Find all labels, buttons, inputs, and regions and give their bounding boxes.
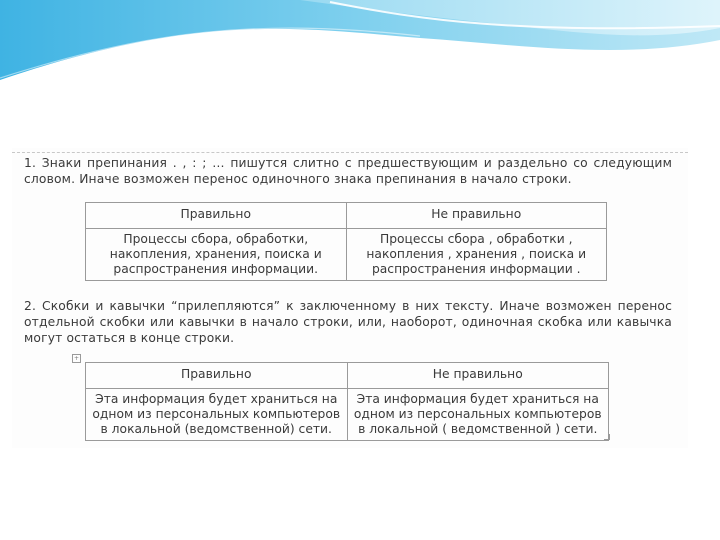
table1-header-incorrect: Не правильно <box>346 203 607 229</box>
table-resize-handle-icon[interactable] <box>604 434 610 440</box>
page-divider <box>12 152 688 153</box>
brackets-comparison-table <box>85 362 609 441</box>
table2-correct-example: Эта информация будет храниться на одном из персональных компьютеров в локальной (ведомственной) сети. <box>86 389 348 441</box>
table1-incorrect-example: Процессы сбора , обработки , накопления , хранения , поиска и распространения информации . <box>346 229 607 281</box>
table-move-handle-icon[interactable]: + <box>73 355 80 362</box>
table2-header-incorrect: Не правильно <box>347 363 609 389</box>
table1-correct-example: Процессы сбора, обработки, накопления, хранения, поиска и распространения информации. <box>86 229 347 281</box>
table2-incorrect-example: Эта информация будет храниться на одном из персональных компьютеров в локальной ( ведомственной ) сети. <box>347 389 609 441</box>
table1-header-correct: Правильно <box>86 203 347 229</box>
rule-2-paragraph: 2. Скобки и кавычки “прилепляются” к заключенному в них тексту. Иначе возможен перенос отдельной скобки или кавычки в начало строки, или, наоборот, одиночная скобка или кавычка могут остаться в конце строки. <box>24 299 672 345</box>
header-wave-decoration <box>0 0 720 90</box>
rule-1-paragraph: 1. Знаки препинания . , : ; … пишутся слитно с предшествующим и раздельно со следующим словом. Иначе возможен перенос одиночного знака препинания в начало строки. <box>24 156 672 186</box>
punctuation-comparison-table <box>85 202 607 281</box>
table2-header-correct: Правильно <box>86 363 348 389</box>
